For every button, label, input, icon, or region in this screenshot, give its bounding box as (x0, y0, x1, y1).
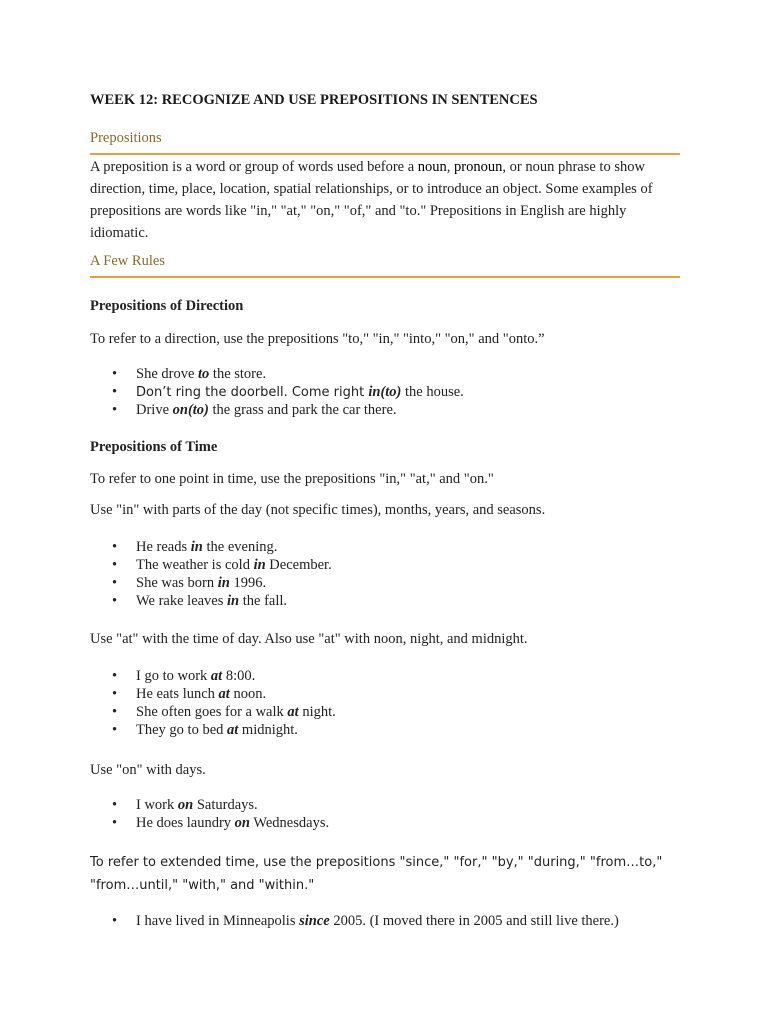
list-item (90, 814, 329, 832)
item-text: Wednesdays. (249, 815, 330, 831)
item-text: He eats lunch (136, 686, 219, 702)
link-noun[interactable]: noun (417, 159, 447, 175)
section-heading-rules: A Few Rules (90, 253, 165, 269)
item-text: The weather is cold (136, 557, 254, 573)
item-keyword: on (177, 797, 194, 813)
item-keyword: in(to) (368, 384, 402, 400)
item-text: the fall. (239, 593, 288, 609)
item-keyword: on (234, 815, 250, 831)
item-text: Drive (136, 402, 173, 418)
item-text: the store. (209, 366, 267, 382)
intro-comma: , (446, 159, 455, 175)
time-text-5a: To refer to extended time, use the prepositions "since," "for," "by," "during," "from…to," (90, 855, 663, 870)
item-text: She drove (136, 366, 199, 382)
item-text: Don’t ring the doorbell. Come right (136, 385, 369, 400)
section-divider (90, 276, 680, 278)
item-keyword: in (227, 593, 240, 609)
at-list (90, 667, 336, 739)
item-text: She was born (136, 575, 218, 591)
list-item (90, 365, 464, 383)
list-item (90, 556, 332, 574)
item-text: 8:00. (222, 668, 256, 684)
item-text: the grass and park the car there. (208, 402, 397, 418)
item-text: night. (298, 704, 336, 720)
time-text-4: Use "on" with days. (90, 762, 206, 778)
page-title: WEEK 12: RECOGNIZE AND USE PREPOSITIONS IN SENTENCES (90, 92, 538, 108)
item-keyword: at (218, 686, 230, 702)
item-text: I have lived in Minneapolis (136, 913, 300, 929)
item-text: Saturdays. (193, 797, 258, 813)
item-keyword: in (253, 557, 266, 573)
item-keyword: at (287, 704, 299, 720)
direction-text: To refer to a direction, use the prepositions "to," "in," "into," "on," and "onto.” (90, 331, 545, 347)
list-item (90, 685, 336, 703)
intro-text-2: , or noun phrase to show direction, time, place, location, spatial relationships, or to introduce an object. Some examples of prepositions are words like "in," "at," "on," "of," and "to." Prepositions in English are highly idiomatic. (90, 159, 653, 241)
item-keyword: since (299, 913, 330, 929)
item-text: He does laundry (136, 815, 235, 831)
list-item (90, 721, 336, 739)
item-text: midnight. (238, 722, 298, 738)
item-text: She often goes for a walk (136, 704, 288, 720)
extended-list (90, 912, 619, 930)
list-item (90, 401, 464, 419)
heading-time: Prepositions of Time (90, 439, 218, 455)
item-text: I go to work (136, 668, 211, 684)
item-text: noon. (229, 686, 267, 702)
item-keyword: to (198, 366, 210, 382)
list-item (90, 574, 332, 592)
list-item (90, 703, 336, 721)
item-text: 1996. (229, 575, 267, 591)
item-keyword: in (190, 539, 203, 555)
item-text: 2005. (I moved there in 2005 and still live there.) (329, 913, 619, 929)
item-keyword: at (227, 722, 239, 738)
section-heading-prepositions: Prepositions (90, 130, 162, 146)
item-text: December. (265, 557, 332, 573)
section-divider (90, 153, 680, 155)
item-text: the evening. (202, 539, 278, 555)
link-pronoun[interactable]: pronoun (454, 159, 503, 175)
item-text: the house. (401, 384, 464, 400)
on-list (90, 796, 329, 832)
direction-list (90, 365, 464, 419)
time-text-5b: "from…until," "with," and "within." (90, 878, 315, 893)
list-item (90, 383, 464, 401)
item-keyword: on(to) (172, 402, 209, 418)
time-text-1: To refer to one point in time, use the prepositions "in," "at," and "on." (90, 471, 494, 487)
item-text: He reads (136, 539, 191, 555)
item-keyword: at (210, 668, 223, 684)
heading-direction: Prepositions of Direction (90, 298, 244, 314)
list-item (90, 592, 332, 610)
list-item (90, 912, 619, 930)
list-item (90, 667, 336, 685)
intro-paragraph (90, 156, 680, 244)
in-list (90, 538, 332, 610)
item-keyword: in (217, 575, 230, 591)
time-text-2: Use "in" with parts of the day (not specific times), months, years, and seasons. (90, 502, 546, 518)
intro-text-1: A preposition is a word or group of words used before a (90, 159, 418, 175)
item-text: I work (136, 797, 178, 813)
list-item (90, 538, 332, 556)
item-text: We rake leaves (136, 593, 228, 609)
time-text-3: Use "at" with the time of day. Also use "at" with noon, night, and midnight. (90, 631, 528, 647)
item-text: They go to bed (136, 722, 228, 738)
list-item (90, 796, 329, 814)
